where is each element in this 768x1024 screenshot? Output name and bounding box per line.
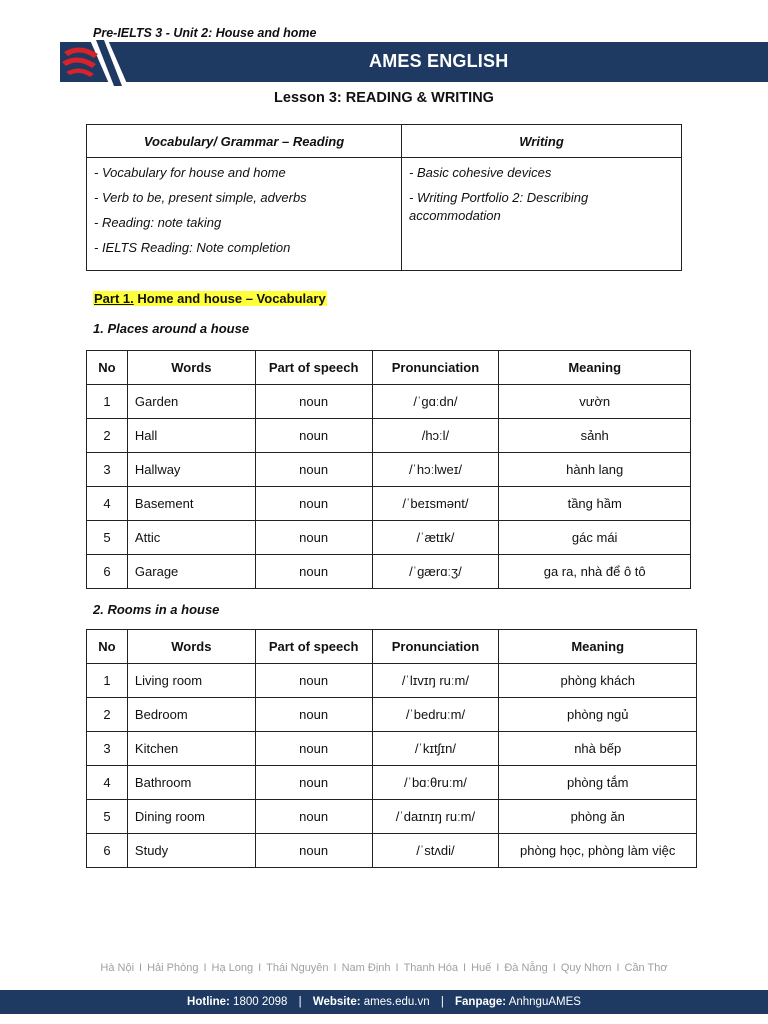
pronunciation-cell: /hɔːl/ (372, 419, 499, 453)
part-of-speech-cell: noun (255, 555, 372, 589)
ames-logo-icon (58, 40, 128, 86)
website-link[interactable]: ames.edu.vn (363, 996, 430, 1008)
column-header: Words (127, 351, 255, 385)
summary-item: - IELTS Reading: Note completion (94, 240, 291, 255)
column-header: Words (127, 630, 255, 664)
row-number: 3 (87, 453, 128, 487)
part-of-speech-cell: noun (255, 453, 372, 487)
word-cell: Attic (127, 521, 255, 555)
table-row (87, 800, 697, 834)
summary-item: - Basic cohesive devices (409, 165, 552, 180)
part-of-speech-cell: noun (255, 664, 372, 698)
row-number: 3 (87, 732, 128, 766)
table-row (87, 732, 697, 766)
divider: I (616, 962, 620, 974)
footer-city: Quy Nhơn (560, 962, 612, 974)
part-of-speech-cell: noun (255, 834, 372, 868)
table-row (87, 453, 691, 487)
meaning-cell: nhà bếp (499, 732, 697, 766)
part-of-speech-cell: noun (255, 766, 372, 800)
footer-city: Hạ Long (211, 962, 254, 974)
summary-item: - Verb to be, present simple, adverbs (94, 190, 307, 205)
footer-city: Thanh Hóa (403, 962, 459, 974)
pronunciation-cell: /ˈɡɑːdn/ (372, 385, 499, 419)
row-number: 2 (87, 698, 128, 732)
pronunciation-cell: /ˈbeɪsmənt/ (372, 487, 499, 521)
table-row (87, 555, 691, 589)
word-cell: Bathroom (127, 766, 255, 800)
section1-heading: 1. Places around a house (93, 321, 250, 336)
word-cell: Garage (127, 555, 255, 589)
row-number: 4 (87, 766, 128, 800)
row-number: 6 (87, 834, 128, 868)
table-row (87, 385, 691, 419)
row-number: 1 (87, 385, 128, 419)
hotline-number: 1800 2098 (233, 996, 288, 1008)
table-row (87, 766, 697, 800)
brand-name: AMES ENGLISH (369, 51, 509, 71)
places-vocab-table (86, 350, 691, 589)
footer-cities (0, 962, 768, 974)
table-row (87, 664, 697, 698)
row-number: 4 (87, 487, 128, 521)
meaning-cell: tầng hầm (499, 487, 691, 521)
column-header: Pronunciation (372, 630, 499, 664)
divider: I (203, 962, 207, 974)
part-of-speech-cell: noun (255, 800, 372, 834)
column-header: Pronunciation (372, 351, 499, 385)
course-subtitle: Pre-IELTS 3 - Unit 2: House and home (93, 26, 317, 40)
divider: I (258, 962, 262, 974)
footer-city: Nam Định (341, 962, 391, 974)
meaning-cell: phòng tắm (499, 766, 697, 800)
pronunciation-cell: /ˈbedruːm/ (372, 698, 499, 732)
row-number: 2 (87, 419, 128, 453)
meaning-cell: phòng học, phòng làm việc (499, 834, 697, 868)
part-of-speech-cell: noun (255, 521, 372, 555)
word-cell: Study (127, 834, 255, 868)
pronunciation-cell: /ˈhɔːlweɪ/ (372, 453, 499, 487)
meaning-cell: vườn (499, 385, 691, 419)
divider: I (395, 962, 399, 974)
word-cell: Kitchen (127, 732, 255, 766)
part-of-speech-cell: noun (255, 698, 372, 732)
divider: | (440, 996, 444, 1008)
section2-heading: 2. Rooms in a house (93, 602, 220, 617)
word-cell: Garden (127, 385, 255, 419)
table-header-row (87, 351, 691, 385)
footer-city: Thái Nguyên (266, 962, 329, 974)
column-header: No (87, 630, 128, 664)
lesson-title: Lesson 3: READING & WRITING (274, 90, 494, 106)
pronunciation-cell: /ˈbɑːθruːm/ (372, 766, 499, 800)
column-header: No (87, 351, 128, 385)
fanpage-label: Fanpage: (455, 996, 507, 1008)
footer-city: Hà Nội (100, 962, 135, 974)
meaning-cell: phòng ngủ (499, 698, 697, 732)
word-cell: Bedroom (127, 698, 255, 732)
footer-city: Huế (471, 962, 492, 974)
column-header: Part of speech (255, 630, 372, 664)
word-cell: Hallway (127, 453, 255, 487)
meaning-cell: phòng ăn (499, 800, 697, 834)
part-of-speech-cell: noun (255, 487, 372, 521)
table-row (87, 521, 691, 555)
word-cell: Living room (127, 664, 255, 698)
row-number: 6 (87, 555, 128, 589)
part1-label: Part 1. (94, 291, 134, 306)
footer-city: Đà Nẵng (504, 962, 548, 974)
part-of-speech-cell: noun (255, 732, 372, 766)
divider: I (552, 962, 556, 974)
meaning-cell: ga ra, nhà để ô tô (499, 555, 691, 589)
word-cell: Basement (127, 487, 255, 521)
part-of-speech-cell: noun (255, 385, 372, 419)
meaning-cell: phòng khách (499, 664, 697, 698)
fanpage-link[interactable]: AnhnguAMES (508, 996, 581, 1008)
pronunciation-cell: /ˈkɪtʃɪn/ (372, 732, 499, 766)
table-row (87, 419, 691, 453)
divider: | (298, 996, 302, 1008)
table-row (87, 698, 697, 732)
row-number: 5 (87, 521, 128, 555)
summary-item: - Writing Portfolio 2: Describing accommodation (409, 190, 589, 223)
footer-city: Hải Phòng (147, 962, 199, 974)
summary-header-vocab: Vocabulary/ Grammar – Reading (87, 125, 402, 158)
summary-writing-cell (402, 158, 682, 271)
divider: I (139, 962, 143, 974)
summary-header-writing: Writing (402, 125, 682, 158)
row-number: 1 (87, 664, 128, 698)
summary-header-row (87, 125, 682, 158)
summary-vocab-cell (87, 158, 402, 271)
table-row (87, 834, 697, 868)
table-header-row (87, 630, 697, 664)
pronunciation-cell: /ˈstʌdi/ (372, 834, 499, 868)
pronunciation-cell: /ˈætɪk/ (372, 521, 499, 555)
summary-content-row (87, 158, 682, 271)
column-header: Meaning (499, 351, 691, 385)
divider: I (496, 962, 500, 974)
part1-heading (93, 291, 327, 306)
footer-contact-bar (0, 990, 768, 1014)
word-cell: Hall (127, 419, 255, 453)
column-header: Meaning (499, 630, 697, 664)
pronunciation-cell: /ˈdaɪnɪŋ ruːm/ (372, 800, 499, 834)
part-of-speech-cell: noun (255, 419, 372, 453)
summary-item: - Vocabulary for house and home (94, 165, 286, 180)
pronunciation-cell: /ˈlɪvɪŋ ruːm/ (372, 664, 499, 698)
row-number: 5 (87, 800, 128, 834)
hotline-label: Hotline: (187, 996, 230, 1008)
meaning-cell: gác mái (499, 521, 691, 555)
footer-city: Cần Thơ (624, 962, 668, 974)
meaning-cell: hành lang (499, 453, 691, 487)
part1-title: Home and house – Vocabulary (133, 291, 326, 306)
rooms-vocab-table (86, 629, 697, 868)
pronunciation-cell: /ˈɡærɑːʒ/ (372, 555, 499, 589)
divider: I (463, 962, 467, 974)
word-cell: Dining room (127, 800, 255, 834)
column-header: Part of speech (255, 351, 372, 385)
lesson-summary-table (86, 124, 682, 271)
website-label: Website: (312, 996, 361, 1008)
divider: I (333, 962, 337, 974)
summary-item: - Reading: note taking (94, 215, 222, 230)
table-row (87, 487, 691, 521)
meaning-cell: sảnh (499, 419, 691, 453)
